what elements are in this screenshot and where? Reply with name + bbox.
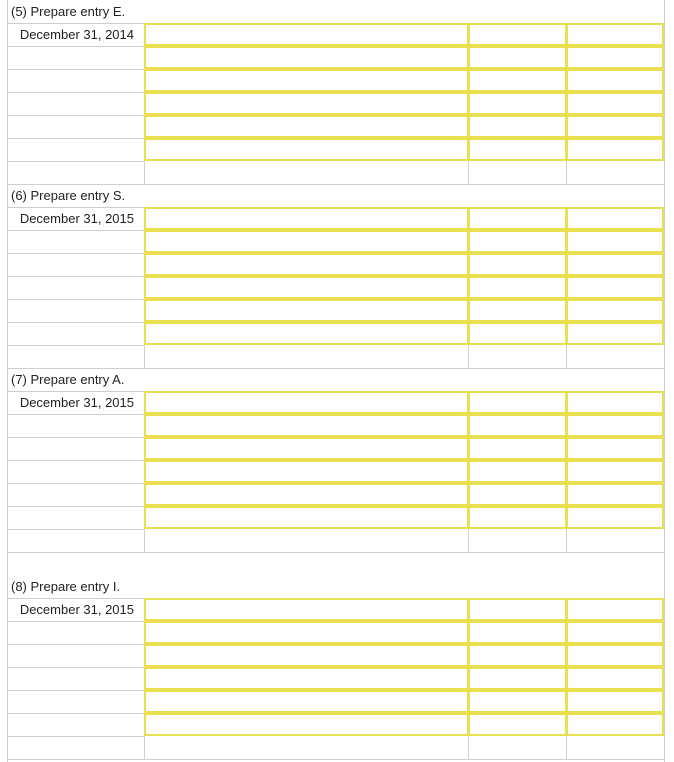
date-cell — [7, 598, 144, 621]
credit-input[interactable] — [566, 253, 664, 276]
date-cell — [7, 483, 144, 506]
credit-input[interactable] — [566, 713, 664, 736]
account-title-input[interactable] — [144, 322, 469, 345]
account-title-input[interactable] — [144, 115, 469, 138]
date-cell — [7, 690, 144, 713]
debit-input[interactable] — [468, 299, 567, 322]
date-cell — [7, 667, 144, 690]
journal-row — [7, 391, 664, 415]
journal-row — [7, 299, 664, 323]
credit-input[interactable] — [566, 506, 664, 529]
credit-cell — [566, 161, 664, 184]
debit-input[interactable] — [468, 391, 567, 414]
debit-cell — [468, 736, 567, 759]
debit-cell — [468, 345, 567, 368]
journal-row — [7, 690, 664, 714]
credit-input[interactable] — [566, 207, 664, 230]
journal-row — [7, 621, 664, 645]
credit-input[interactable] — [566, 483, 664, 506]
debit-input[interactable] — [468, 483, 567, 506]
credit-input[interactable] — [566, 322, 664, 345]
account-title-input[interactable] — [144, 598, 469, 621]
date-cell — [7, 138, 144, 161]
debit-input[interactable] — [468, 437, 567, 460]
credit-input[interactable] — [566, 437, 664, 460]
date-cell — [7, 92, 144, 115]
date-cell — [7, 391, 144, 414]
journal-row — [7, 46, 664, 70]
account-title-input[interactable] — [144, 621, 469, 644]
credit-input[interactable] — [566, 230, 664, 253]
journal-row — [7, 207, 664, 231]
date-cell — [7, 506, 144, 529]
account-title-input[interactable] — [144, 437, 469, 460]
account-title-input[interactable] — [144, 644, 469, 667]
date-cell — [7, 46, 144, 69]
entry-header — [7, 0, 664, 24]
debit-input[interactable] — [468, 276, 567, 299]
account-title-input[interactable] — [144, 207, 469, 230]
entry-title: (8) Prepare entry I. — [11, 579, 121, 594]
credit-cell — [566, 529, 664, 552]
date-cell — [7, 736, 144, 759]
account-title-input[interactable] — [144, 483, 469, 506]
credit-cell — [566, 736, 664, 759]
date-cell — [7, 23, 144, 46]
journal-row — [7, 414, 664, 438]
debit-input[interactable] — [468, 322, 567, 345]
date-cell — [7, 529, 144, 552]
journal-row — [7, 230, 664, 254]
account-title-input[interactable] — [144, 667, 469, 690]
credit-input[interactable] — [566, 667, 664, 690]
journal-row — [7, 506, 664, 530]
account-title-input[interactable] — [144, 299, 469, 322]
credit-input[interactable] — [566, 46, 664, 69]
account-title-input[interactable] — [144, 460, 469, 483]
date-cell — [7, 230, 144, 253]
account-title-input[interactable] — [144, 46, 469, 69]
entry-section — [7, 368, 665, 552]
date-cell — [7, 69, 144, 92]
entry-header — [7, 575, 664, 599]
entry-date: December 31, 2015 — [19, 211, 134, 226]
journal-row — [7, 713, 664, 737]
debit-input[interactable] — [468, 690, 567, 713]
account-title-input[interactable] — [144, 713, 469, 736]
credit-input[interactable] — [566, 644, 664, 667]
journal-row — [7, 161, 664, 185]
date-cell — [7, 621, 144, 644]
date-cell — [7, 276, 144, 299]
account-title-input[interactable] — [144, 92, 469, 115]
entry-section — [7, 575, 665, 759]
entry-date: December 31, 2015 — [19, 602, 134, 617]
journal-row — [7, 644, 664, 668]
debit-input[interactable] — [468, 23, 567, 46]
journal-row — [7, 598, 664, 622]
account-title-cell — [144, 529, 469, 552]
entry-header — [7, 184, 664, 208]
journal-row — [7, 736, 664, 760]
entry-section — [7, 0, 665, 184]
debit-input[interactable] — [468, 644, 567, 667]
journal-row — [7, 23, 664, 47]
journal-row — [7, 529, 664, 553]
entry-date: December 31, 2015 — [19, 395, 134, 410]
journal-row — [7, 437, 664, 461]
account-title-input[interactable] — [144, 391, 469, 414]
date-cell — [7, 437, 144, 460]
journal-row — [7, 276, 664, 300]
date-cell — [7, 161, 144, 184]
credit-input[interactable] — [566, 115, 664, 138]
journal-row — [7, 483, 664, 507]
debit-input[interactable] — [468, 253, 567, 276]
debit-input[interactable] — [468, 598, 567, 621]
entry-title: (6) Prepare entry S. — [11, 188, 126, 203]
date-cell — [7, 345, 144, 368]
date-cell — [7, 115, 144, 138]
date-cell — [7, 644, 144, 667]
journal-row — [7, 253, 664, 277]
entry-title: (7) Prepare entry A. — [11, 372, 125, 387]
date-cell — [7, 322, 144, 345]
date-cell — [7, 207, 144, 230]
date-cell — [7, 460, 144, 483]
account-title-input[interactable] — [144, 230, 469, 253]
credit-input[interactable] — [566, 23, 664, 46]
credit-input[interactable] — [566, 138, 664, 161]
credit-input[interactable] — [566, 276, 664, 299]
debit-cell — [468, 529, 567, 552]
debit-input[interactable] — [468, 207, 567, 230]
account-title-cell — [144, 736, 469, 759]
credit-cell — [566, 345, 664, 368]
debit-input[interactable] — [468, 713, 567, 736]
credit-input[interactable] — [566, 621, 664, 644]
entry-date: December 31, 2014 — [19, 27, 134, 42]
account-title-cell — [144, 345, 469, 368]
account-title-input[interactable] — [144, 690, 469, 713]
debit-input[interactable] — [468, 69, 567, 92]
account-title-input[interactable] — [144, 69, 469, 92]
credit-input[interactable] — [566, 92, 664, 115]
credit-input[interactable] — [566, 391, 664, 414]
debit-input[interactable] — [468, 621, 567, 644]
credit-input[interactable] — [566, 460, 664, 483]
debit-input[interactable] — [468, 667, 567, 690]
journal-row — [7, 345, 664, 369]
journal-row — [7, 460, 664, 484]
debit-input[interactable] — [468, 460, 567, 483]
date-cell — [7, 299, 144, 322]
journal-row — [7, 69, 664, 93]
date-cell — [7, 253, 144, 276]
entry-title: (5) Prepare entry E. — [11, 4, 126, 19]
account-title-input[interactable] — [144, 506, 469, 529]
debit-input[interactable] — [468, 92, 567, 115]
debit-cell — [468, 161, 567, 184]
account-title-input[interactable] — [144, 414, 469, 437]
credit-input[interactable] — [566, 690, 664, 713]
journal-row — [7, 92, 664, 116]
credit-input[interactable] — [566, 69, 664, 92]
account-title-cell — [144, 161, 469, 184]
credit-input[interactable] — [566, 598, 664, 621]
account-title-input[interactable] — [144, 276, 469, 299]
debit-input[interactable] — [468, 46, 567, 69]
credit-input[interactable] — [566, 299, 664, 322]
entry-section — [7, 184, 665, 368]
credit-input[interactable] — [566, 414, 664, 437]
date-cell — [7, 414, 144, 437]
debit-input[interactable] — [468, 230, 567, 253]
account-title-input[interactable] — [144, 253, 469, 276]
journal-row — [7, 115, 664, 139]
journal-row — [7, 667, 664, 691]
debit-input[interactable] — [468, 414, 567, 437]
journal-row — [7, 138, 664, 162]
entry-header — [7, 368, 664, 392]
debit-input[interactable] — [468, 138, 567, 161]
account-title-input[interactable] — [144, 138, 469, 161]
debit-input[interactable] — [468, 115, 567, 138]
journal-row — [7, 322, 664, 346]
account-title-input[interactable] — [144, 23, 469, 46]
date-cell — [7, 713, 144, 736]
debit-input[interactable] — [468, 506, 567, 529]
